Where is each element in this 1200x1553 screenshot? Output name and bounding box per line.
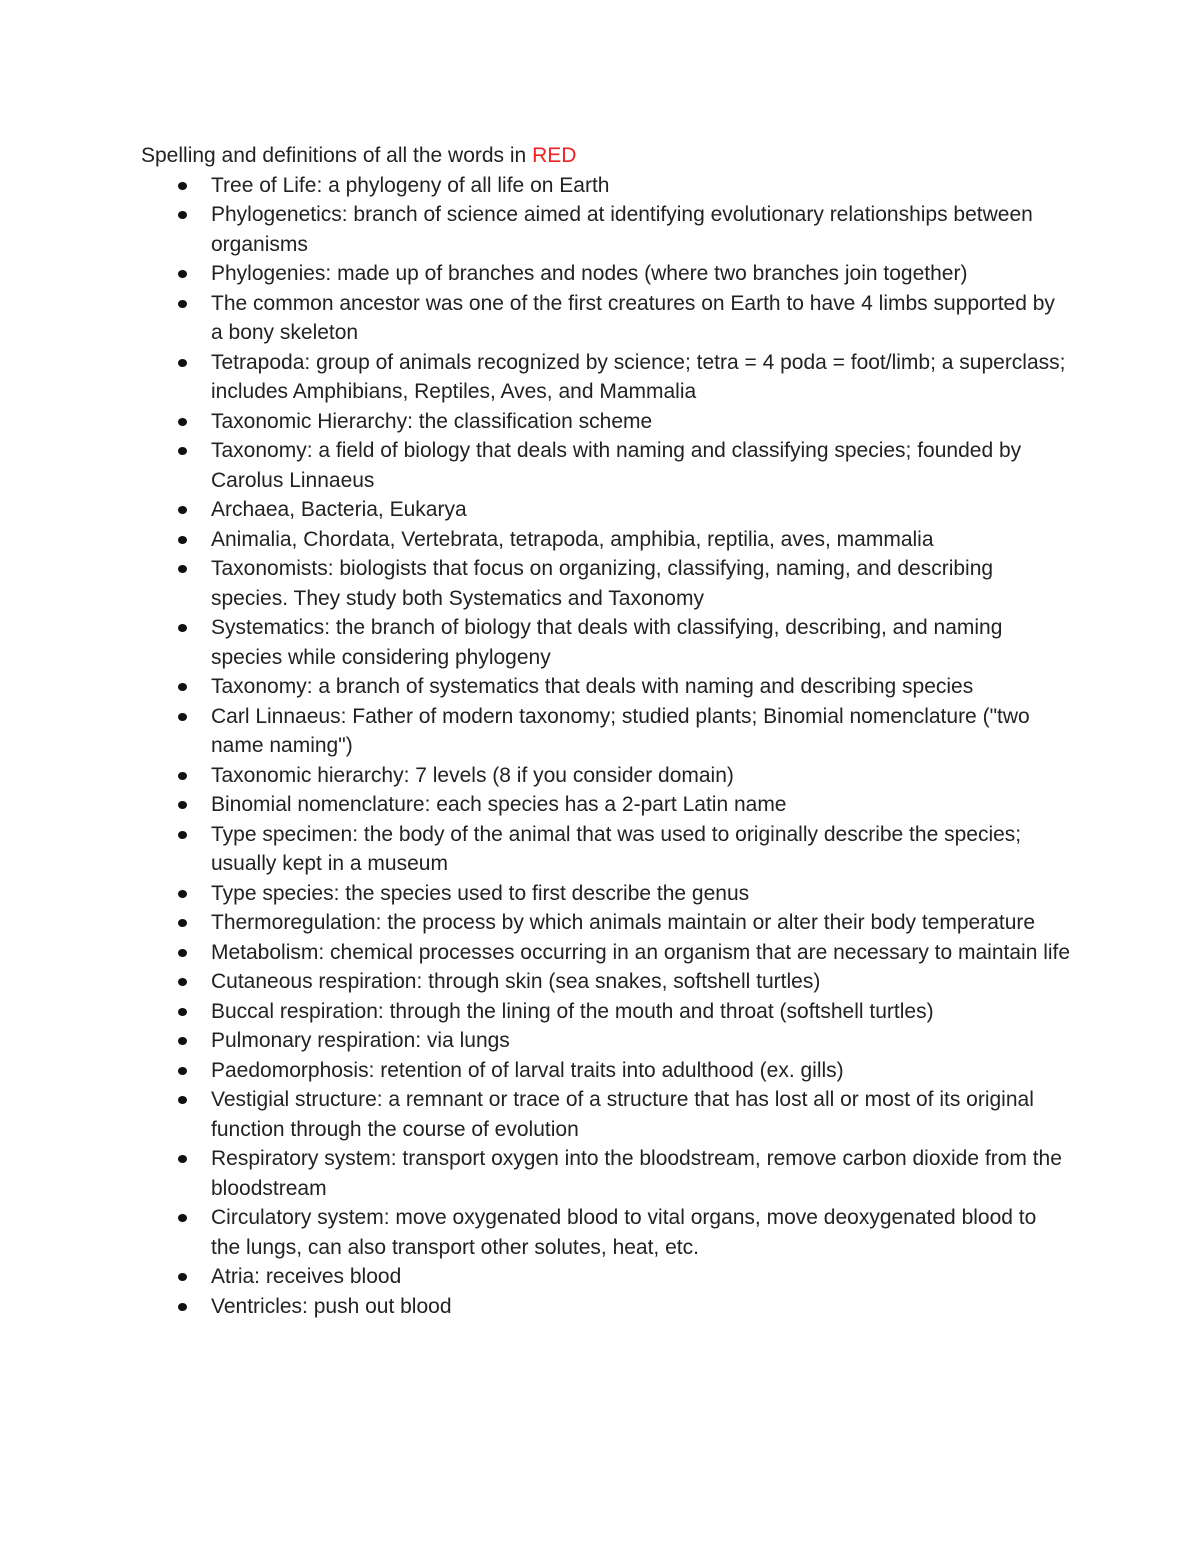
bullet-icon (178, 1037, 187, 1045)
list-item (211, 1026, 1071, 1056)
document-heading (141, 141, 1071, 171)
list-item-text: Taxonomy: a field of biology that deals with naming and classifying species; founded by Carolus Linnaeus (211, 439, 1022, 492)
bullet-icon (178, 1214, 187, 1222)
bullet-icon (178, 978, 187, 986)
bullet-icon (178, 447, 187, 455)
bullet-icon (178, 565, 187, 573)
list-item (211, 348, 1071, 407)
list-item (211, 672, 1071, 702)
definitions-list (141, 171, 1071, 1322)
list-item (211, 967, 1071, 997)
list-item (211, 407, 1071, 437)
list-item-text: Type species: the species used to first describe the genus (211, 881, 750, 905)
list-item-text: Atria: receives blood (211, 1265, 402, 1288)
bullet-icon (178, 359, 187, 367)
list-item-text: Respiratory system: transport oxygen into the bloodstream, remove carbon dioxide from the bloodstream (211, 1147, 1062, 1200)
list-item-text: Pulmonary respiration: via lungs (211, 1029, 510, 1052)
list-item (211, 1203, 1071, 1262)
list-item (211, 436, 1071, 495)
list-item (211, 1056, 1071, 1086)
bullet-icon (178, 831, 187, 839)
list-item (211, 525, 1071, 555)
list-item-text: Thermoregulation: the process by which animals maintain or alter their body temperature (211, 911, 1036, 934)
list-item (211, 761, 1071, 791)
bullet-icon (178, 801, 187, 809)
bullet-icon (178, 182, 187, 190)
document-content (141, 141, 1071, 1321)
list-item-text: Animalia, Chordata, Vertebrata, tetrapoda, amphibia, reptilia, aves, mammalia (211, 527, 934, 551)
list-item-text: Systematics: the branch of biology that deals with classifying, describing, and naming species while considering phylogeny (211, 616, 1003, 669)
list-item (211, 997, 1071, 1027)
list-item (211, 879, 1071, 909)
bullet-icon (178, 506, 187, 514)
bullet-icon (178, 919, 187, 927)
bullet-icon (178, 890, 187, 898)
list-item-text: Binomial nomenclature: each species has a 2-part Latin name (211, 793, 787, 816)
list-item-text: Circulatory system: move oxygenated blood to vital organs, move deoxygenated blood to the lungs, can also transport other solutes, heat, etc. (211, 1206, 1037, 1259)
heading-highlight-red: RED (532, 144, 577, 167)
list-item-text: The common ancestor was one of the first creatures on Earth to have 4 limbs supported by a bony skeleton (211, 291, 1055, 344)
list-item (211, 289, 1071, 348)
list-item (211, 495, 1071, 525)
list-item-text: Paedomorphosis: retention of of larval traits into adulthood (ex. gills) (211, 1058, 844, 1082)
bullet-icon (178, 713, 187, 721)
list-item-text: Carl Linnaeus: Father of modern taxonomy; studied plants; Binomial nomenclature ("two name naming") (211, 704, 1030, 757)
bullet-icon (178, 300, 187, 308)
bullet-icon (178, 1155, 187, 1163)
list-item (211, 613, 1071, 672)
bullet-icon (178, 1096, 187, 1104)
bullet-icon (178, 772, 187, 780)
bullet-icon (178, 1303, 187, 1311)
bullet-icon (178, 418, 187, 426)
list-item-text: Type specimen: the body of the animal that was used to originally describe the species; usually kept in a museum (211, 822, 1022, 875)
list-item-text: Phylogenetics: branch of science aimed at identifying evolutionary relationships between organisms (211, 203, 1033, 256)
list-item (211, 820, 1071, 879)
list-item (211, 554, 1071, 613)
list-item (211, 200, 1071, 259)
list-item (211, 1262, 1071, 1292)
list-item-text: Tree of Life: a phylogeny of all life on Earth (211, 173, 610, 197)
list-item-text: Buccal respiration: through the lining of the mouth and throat (softshell turtles) (211, 999, 934, 1023)
list-item (211, 171, 1071, 201)
list-item (211, 790, 1071, 820)
list-item-text: Metabolism: chemical processes occurring in an organism that are necessary to maintain life (211, 940, 1071, 964)
list-item-text: Ventricles: push out blood (211, 1294, 452, 1318)
list-item-text: Taxonomists: biologists that focus on organizing, classifying, naming, and describing species. They study both Systematics and Taxonomy (211, 557, 994, 610)
bullet-icon (178, 949, 187, 957)
list-item-text: Taxonomy: a branch of systematics that deals with naming and describing species (211, 675, 974, 698)
bullet-icon (178, 624, 187, 632)
bullet-icon (178, 1008, 187, 1016)
list-item-text: Cutaneous respiration: through skin (sea snakes, softshell turtles) (211, 970, 821, 993)
bullet-icon (178, 536, 187, 544)
bullet-icon (178, 270, 187, 278)
bullet-icon (178, 1273, 187, 1281)
bullet-icon (178, 683, 187, 691)
list-item-text: Archaea, Bacteria, Eukarya (211, 498, 467, 521)
list-item-text: Vestigial structure: a remnant or trace of a structure that has lost all or most of its original function through the course of evolution (211, 1088, 1034, 1141)
bullet-icon (178, 1067, 187, 1075)
list-item (211, 1085, 1071, 1144)
list-item-text: Taxonomic Hierarchy: the classification scheme (211, 409, 653, 433)
list-item (211, 702, 1071, 761)
bullet-icon (178, 211, 187, 219)
list-item (211, 1292, 1071, 1322)
list-item (211, 259, 1071, 289)
heading-prefix: Spelling and definitions of all the words in (141, 144, 533, 167)
list-item-text: Phylogenies: made up of branches and nodes (where two branches join together) (211, 262, 968, 285)
list-item (211, 908, 1071, 938)
list-item-text: Tetrapoda: group of animals recognized by science; tetra = 4 poda = foot/limb; a superclass; includes Amphibians, Reptiles, Aves, and Mammalia (211, 350, 1066, 403)
list-item (211, 1144, 1071, 1203)
list-item (211, 938, 1071, 968)
list-item-text: Taxonomic hierarchy: 7 levels (8 if you consider domain) (211, 763, 734, 787)
